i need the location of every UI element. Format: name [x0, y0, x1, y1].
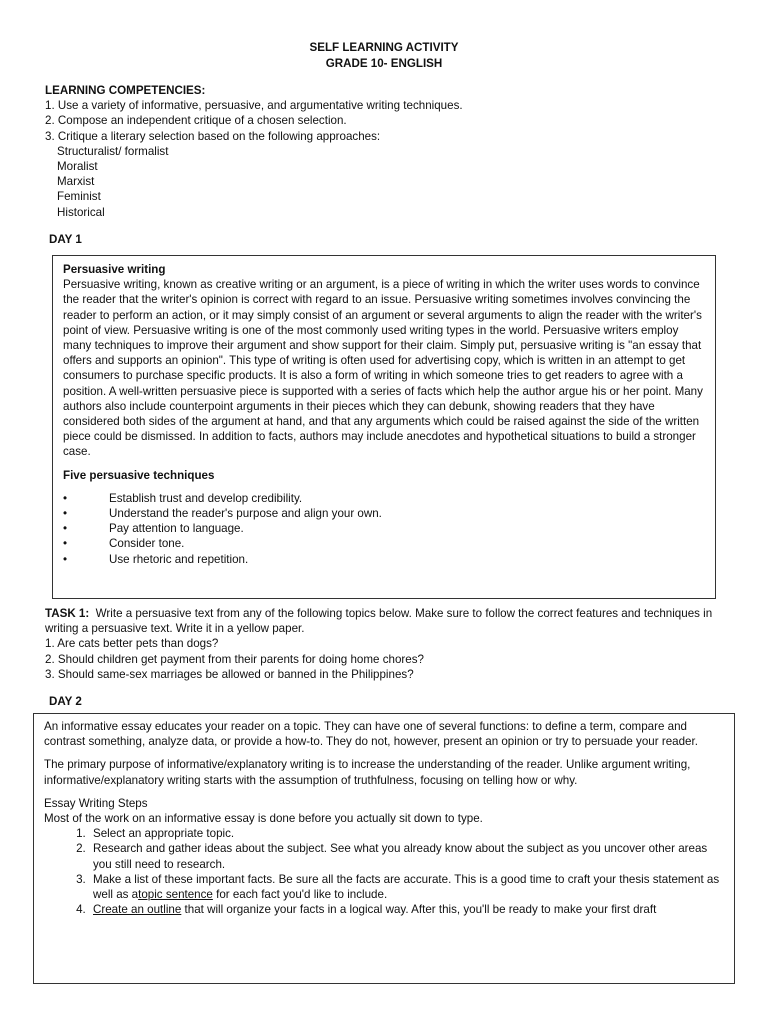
approach-item: Historical — [57, 205, 105, 219]
day2-label: DAY 2 — [49, 695, 82, 708]
topic-sentence-link[interactable]: topic sentence — [138, 888, 213, 902]
techniques-heading: Five persuasive techniques — [63, 468, 215, 482]
persuasive-title: Persuasive writing — [63, 263, 166, 276]
approach-item: Moralist — [57, 160, 98, 174]
list-item: 1. Select an appropriate topic. — [89, 826, 724, 841]
list-item: 2. Research and gather ideas about the subject. See what you already know about the subject as you uncover other areas you still need to research. — [89, 841, 724, 871]
approach-item: Structuralist/ formalist — [57, 144, 169, 158]
header-title: SELF LEARNING ACTIVITY — [309, 41, 459, 54]
approach-item: Marxist — [57, 175, 95, 189]
list-item: • Establish trust and develop credibility. — [63, 491, 705, 506]
steps-list — [44, 826, 724, 917]
approach-item: Feminist — [57, 190, 101, 204]
document-header — [0, 40, 768, 71]
persuasive-body: Persuasive writing, known as creative writing or an argument, is a piece of writing in which the writer uses words to convince the reader that the writer's opinion is correct with regard to an issue. Persuasive writing sometimes involves convincing the reader to perform an action, or it may simply consist of an argument or several arguments to align the reader with the writer's point of view. Persuasive writing is one of the most commonly used writing types in the world. Persuasive writers employ many techniques to improve their argument and show support for their claim. Simply put, persuasive writing is "an essay that offers and supports an opinion". This type of writing is often used for advertising copy, which is written in an attempt to get consumers to purchase specific products. It is also a form of writing in which someone tries to get readers to agree with a position. A well-written persuasive piece is supported with a series of facts which help the author argue his or her point. Many authors also include counterpoint arguments in their pieces which they can debunk, showing readers that they have considered both sides of the argument at hand, and that any arguments which could be raised against the side of the written piece could be dismissed. In addition to facts, authors may include anecdotes and hypothetical situations to build a stronger case. — [63, 278, 703, 459]
task1-section — [45, 606, 716, 682]
header-grade: GRADE 10- ENGLISH — [325, 56, 443, 70]
list-item: • Use rhetoric and repetition. — [63, 552, 705, 567]
topic-item: 1. Are cats better pets than dogs? — [45, 637, 219, 651]
task1-label: TASK 1: — [45, 607, 90, 620]
task1-instruction: Write a persuasive text from any of the following topics below. Make sure to follow the correct features and techniques in writing a persuasive text. Write it in a yellow paper. — [45, 607, 716, 636]
list-item: • Pay attention to language. — [63, 521, 705, 536]
steps-heading: Essay Writing Steps — [44, 796, 148, 810]
informative-para-1: An informative essay educates your reader on a topic. They can have one of several functions: to define a term, compare and contrast something, analyze data, or provide a how-to. They do not, however, present an opinion or try to persuade your reader. — [44, 720, 698, 749]
create-outline-link[interactable]: Create an outline — [93, 903, 182, 917]
steps-intro: Most of the work on an informative essay is done before you actually sit down to type. — [44, 812, 483, 826]
techniques-list — [63, 491, 705, 567]
competency-item: 1. Use a variety of informative, persuasive, and argumentative writing techniques. — [45, 99, 463, 113]
task1-instruction-line — [45, 606, 716, 636]
persuasive-writing-box — [52, 255, 716, 599]
list-item: • Understand the reader's purpose and align your own. — [63, 506, 705, 521]
day1-label: DAY 1 — [49, 233, 82, 246]
learning-competencies — [45, 83, 745, 220]
list-item — [89, 902, 724, 917]
step3-text: Make a list of these important facts. Be sure all the facts are accurate. This is a good time to craft your thesis statement as well as a — [93, 872, 720, 902]
competency-item: 3. Critique a literary selection based on the following approaches: — [45, 129, 381, 143]
informative-essay-box — [33, 713, 735, 984]
list-item — [89, 872, 724, 902]
topic-item: 3. Should same-sex marriages be allowed or banned in the Philippines? — [45, 667, 414, 681]
competencies-heading: LEARNING COMPETENCIES: — [45, 84, 206, 97]
step4-tail: that will organize your facts in a logical way. After this, you'll be ready to make your first draft — [181, 903, 657, 917]
competency-item: 2. Compose an independent critique of a chosen selection. — [45, 114, 347, 128]
list-item: • Consider tone. — [63, 536, 705, 551]
step3-tail: for each fact you'd like to include. — [212, 888, 388, 902]
topic-item: 2. Should children get payment from their parents for doing home chores? — [45, 652, 424, 666]
informative-para-2: The primary purpose of informative/explanatory writing is to increase the understanding of the reader. Unlike argument writing, informative/explanatory writing starts with the assumption of truthfulness, focusing on telling how or why. — [44, 758, 691, 787]
